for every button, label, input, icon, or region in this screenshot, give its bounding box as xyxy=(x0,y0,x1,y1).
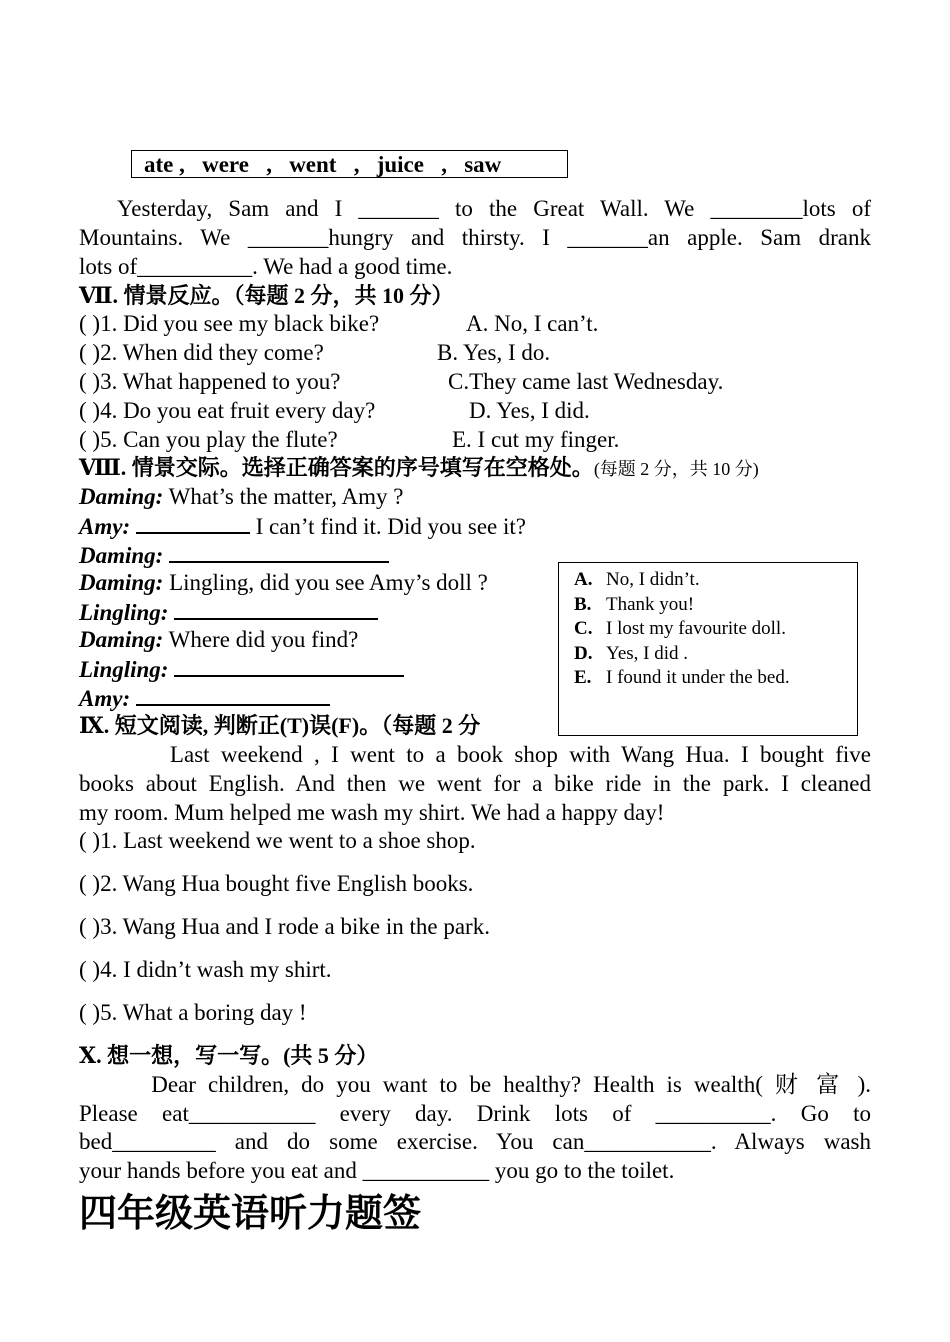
s7-answer-a: A. No, I can’t. xyxy=(466,311,599,336)
dialogue-text: What’s the matter, Amy ? xyxy=(163,484,404,509)
dialogue-line-7 xyxy=(79,655,404,684)
passage-line-1: Yesterday, Sam and I _______ to the Great Wall. We ________lots of xyxy=(117,196,871,221)
listening-script-title: 四年级英语听力题签 xyxy=(79,1191,422,1235)
reading-passage-line-3: my room. Mum helped me wash my shirt. We had a happy day! xyxy=(79,800,665,825)
option-text: I lost my favourite doll. xyxy=(606,618,786,639)
option-key: A. xyxy=(574,569,593,590)
s7-question-4: ( )4. Do you eat fruit every day? xyxy=(79,398,376,423)
s7-question-5: ( )5. Can you play the flute? xyxy=(79,427,338,452)
tf-item-3: ( )3. Wang Hua and I rode a bike in the park. xyxy=(79,914,490,939)
dialogue-line-6 xyxy=(79,626,358,654)
dialogue-line-4 xyxy=(79,569,488,597)
s7-question-2: ( )2. When did they come? xyxy=(79,340,324,365)
answer-blank[interactable] xyxy=(136,684,330,706)
writing-passage-line-3: bed_________ and do some exercise. You can___________. Always wash xyxy=(79,1129,871,1154)
dialogue-line-2 xyxy=(79,512,526,541)
section-8-heading-main: Ⅷ. 情景交际。选择正确答案的序号填写在空格处。 xyxy=(79,455,594,480)
speaker-amy: Amy: xyxy=(79,514,131,539)
speaker-daming: Daming: xyxy=(79,484,164,509)
dialogue-text: I can’t find it. Did you see it? xyxy=(249,514,527,539)
dialogue-line-5 xyxy=(79,598,378,627)
speaker-amy: Amy: xyxy=(79,686,131,711)
tf-item-4: ( )4. I didn’t wash my shirt. xyxy=(79,957,332,982)
section-9-heading: Ⅸ. 短文阅读, 判断正(T)误(F)。（每题 2 分 xyxy=(79,713,481,738)
option-c xyxy=(574,617,857,642)
s7-answer-b: B. Yes, I do. xyxy=(437,340,551,365)
speaker-daming: Daming: xyxy=(79,543,164,568)
option-text: I found it under the bed. xyxy=(606,667,790,688)
option-text: Yes, I did . xyxy=(606,642,689,664)
word-bank-box: ate , were , went , juice , saw xyxy=(131,150,568,178)
tf-item-5: ( )5. What a boring day ! xyxy=(79,1000,307,1025)
option-key: E. xyxy=(574,667,592,688)
s7-question-1: ( )1. Did you see my black bike? xyxy=(79,311,380,336)
writing-passage-line-1: Dear children, do you want to be healthy? Health is wealth( 财 富 ). xyxy=(79,1072,871,1097)
option-d xyxy=(574,642,857,667)
answer-blank[interactable] xyxy=(169,541,389,563)
s7-question-3: ( )3. What happened to you? xyxy=(79,369,341,394)
writing-passage-line-2: Please eat___________ every day. Drink lots of __________. Go to xyxy=(79,1101,871,1126)
tf-item-1: ( )1. Last weekend we went to a shoe shop. xyxy=(79,828,476,853)
option-key: B. xyxy=(574,593,592,615)
speaker-lingling: Lingling: xyxy=(79,657,169,682)
answer-blank[interactable] xyxy=(174,598,378,620)
dialogue-text: Lingling, did you see Amy’s doll ? xyxy=(163,570,488,595)
dialogue-line-8 xyxy=(79,684,330,713)
option-a xyxy=(574,568,857,593)
section-7-heading: Ⅶ. 情景反应。（每题 2 分，共 10 分） xyxy=(79,283,454,308)
reading-passage-line-2: books about English. And then we went for a bike ride in the park. I cleaned xyxy=(79,771,871,796)
answer-options-box xyxy=(558,562,858,736)
option-key: C. xyxy=(574,618,593,639)
s7-answer-e: E. I cut my finger. xyxy=(452,427,620,452)
answer-blank[interactable] xyxy=(174,655,404,677)
option-e xyxy=(574,666,857,691)
section-8-heading xyxy=(79,454,759,483)
passage-line-3: lots of__________. We had a good time. xyxy=(79,254,453,279)
dialogue-line-1 xyxy=(79,483,403,511)
speaker-daming: Daming: xyxy=(79,627,164,652)
s7-answer-d: D. Yes, I did. xyxy=(469,398,590,423)
section-10-heading: Ⅹ. 想一想，写一写。(共 5 分） xyxy=(79,1043,379,1068)
option-b xyxy=(574,593,857,618)
option-key: D. xyxy=(574,642,593,664)
option-text: Thank you! xyxy=(606,593,695,615)
speaker-daming: Daming: xyxy=(79,570,164,595)
speaker-lingling: Lingling: xyxy=(79,600,169,625)
reading-passage-line-1: Last weekend , I went to a book shop with Wang Hua. I bought five xyxy=(79,742,871,767)
passage-line-2: Mountains. We _______hungry and thirsty. I _______an apple. Sam drank xyxy=(79,225,871,250)
answer-blank[interactable] xyxy=(136,512,250,534)
tf-item-2: ( )2. Wang Hua bought five English books. xyxy=(79,871,474,896)
section-8-heading-score: (每题 2 分，共 10 分) xyxy=(593,459,759,479)
s7-answer-c: C.They came last Wednesday. xyxy=(448,369,724,394)
option-text: No, I didn’t. xyxy=(606,569,700,590)
dialogue-text: Where did you find? xyxy=(163,627,359,652)
dialogue-line-3 xyxy=(79,541,389,570)
writing-passage-line-4: your hands before you eat and ___________ you go to the toilet. xyxy=(79,1158,675,1183)
